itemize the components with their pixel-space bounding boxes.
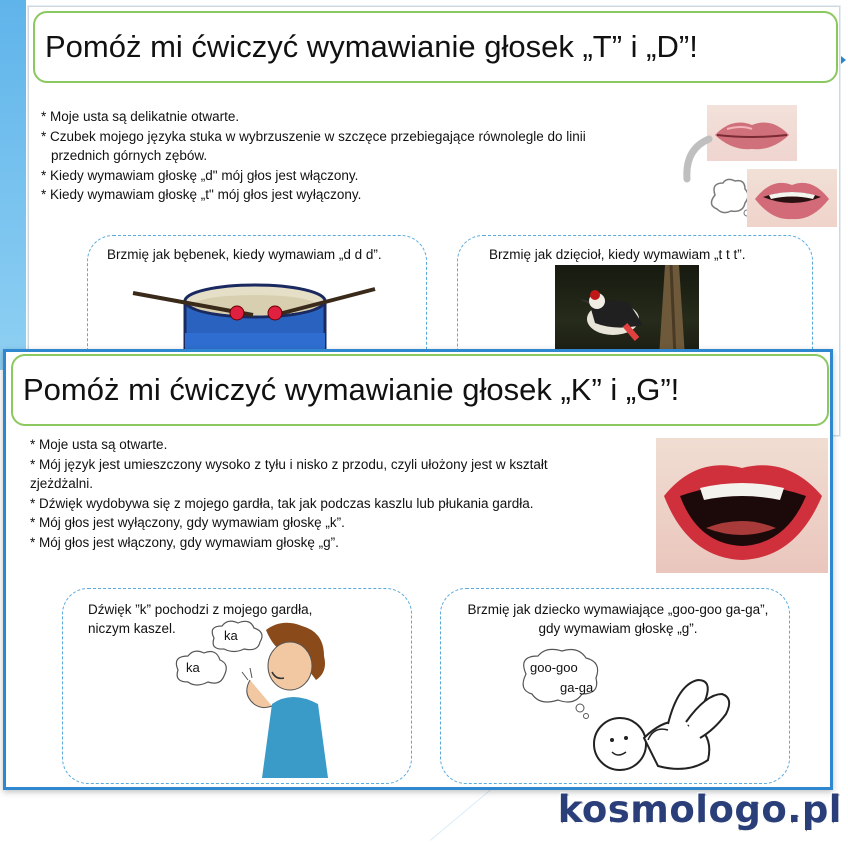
bullet-item: * Dźwięk wydobywa się z mojego gardła, tak jak podczas kaszlu lub płukania gardła. [30, 495, 534, 511]
baby-icon [588, 674, 738, 778]
drum-icon [125, 271, 385, 351]
baby-caption [450, 600, 786, 638]
bullet-item: * Czubek mojego języka stuka w wybrzuszenie w szczęce przebiegające równolegle do linii [41, 128, 586, 144]
baby-caption-line: gdy wymawiam głoskę „g”. [538, 621, 698, 636]
bullet-item: * Kiedy wymawiam głoskę „d" mój głos jest włączony. [41, 167, 359, 183]
bullet-item: przednich górnych zębów. [51, 148, 208, 163]
thought-bubble-icon [705, 175, 753, 219]
bullet-item: * Mój język jest umieszczony wysoko z tyłu i nisko z przodu, czyli ułożony jest w kształt [30, 456, 548, 472]
lips-photo [707, 105, 797, 161]
lips-photo [656, 438, 828, 573]
woodpecker-caption: Brzmię jak dzięcioł, kiedy wymawiam „t t t”. [489, 247, 746, 262]
slide-k-g [3, 349, 833, 790]
thought-text: goo-goo [530, 660, 578, 675]
cough-caption-line: Dźwięk ”k” pochodzi z mojego gardła, [88, 602, 313, 617]
baby-caption-line: Brzmię jak dziecko wymawiające „goo-goo ga-ga”, [467, 602, 769, 617]
slide-title: Pomóż mi ćwiczyć wymawianie głosek „T” i „D”! [33, 11, 838, 83]
coughing-boy-icon [232, 620, 342, 778]
cough-caption-line: niczym kaszel. [88, 621, 176, 636]
thought-text: ka [186, 660, 200, 675]
slide-title: Pomóż mi ćwiczyć wymawianie głosek „K” i „G”! [11, 354, 829, 426]
thought-text: ka [224, 628, 238, 643]
bullet-item: zjeżdżalni. [30, 476, 94, 491]
bullet-item: * Moje usta są delikatnie otwarte. [41, 109, 240, 124]
bullet-item: * Mój głos jest włączony, gdy wymawiam głoskę „g”. [30, 534, 339, 550]
bullet-item: * Kiedy wymawiam głoskę „t" mój głos jest wyłączony. [41, 187, 362, 202]
background-stripe [0, 0, 26, 370]
thought-text: ga-ga [560, 680, 594, 695]
bullet-item: * Mój głos jest wyłączony, gdy wymawiam głoskę „k”. [30, 515, 345, 530]
woodpecker-photo [555, 265, 699, 357]
brand-logo: kosmologo.pl [557, 788, 842, 831]
thought-bubble-icon [170, 648, 232, 690]
drum-caption: Brzmię jak bębenek, kiedy wymawiam „d d d”. [107, 247, 382, 262]
lips-photo [747, 169, 837, 227]
bullet-list [41, 107, 681, 205]
bullet-item: * Moje usta są otwarte. [30, 437, 168, 452]
bullet-list [30, 435, 630, 552]
